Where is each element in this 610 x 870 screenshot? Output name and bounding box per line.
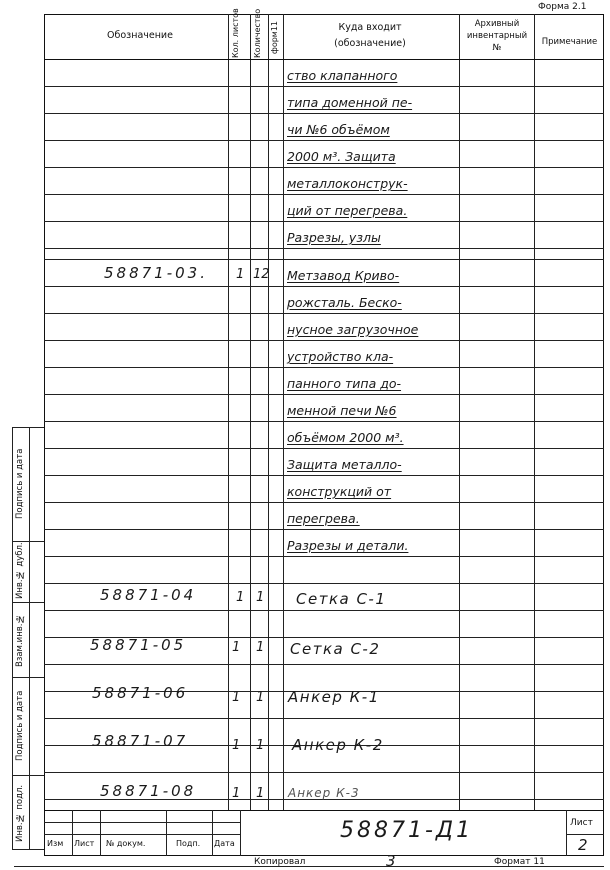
- title-block-row: [44, 822, 240, 823]
- entry-designation: 58871-07: [92, 732, 189, 750]
- header-archive-line1: Архивный: [474, 19, 520, 29]
- entry-sheets: 1: [232, 786, 241, 801]
- entry-destination-line: нусное загрузочное: [287, 322, 419, 337]
- header-sheets-count: Кол. листов: [231, 8, 240, 58]
- entry-copies: 1: [256, 690, 265, 705]
- title-block-col: [166, 810, 167, 856]
- entry-destination-line: Сетка С-1: [296, 590, 387, 608]
- entry-destination-line: Анкер К-1: [288, 688, 380, 706]
- entry-designation: 58871-08: [100, 782, 197, 800]
- header-destination-line1: Куда входит: [338, 22, 402, 33]
- entry-copies: 1: [256, 786, 265, 801]
- footer-format: Формат 11: [494, 857, 545, 867]
- sheet-label: Лист: [570, 818, 593, 828]
- title-col-sheet: Лист: [74, 839, 95, 848]
- header-copies-count: Количество: [253, 8, 262, 58]
- title-block-col: [566, 810, 567, 856]
- entry-sheets: 1: [232, 690, 241, 705]
- entry-destination-line: панного типа до-: [287, 376, 402, 391]
- title-block-row: [566, 834, 604, 835]
- entry-copies: 1: [256, 590, 265, 605]
- footer-page-mark: 3: [386, 852, 396, 870]
- header-archive-line2: инвентарный: [466, 31, 528, 41]
- entry-sheets: 1: [236, 267, 245, 282]
- title-col-signature: Подп.: [176, 839, 201, 848]
- entry-designation: 58871-05: [90, 636, 187, 654]
- title-block-col: [72, 810, 73, 856]
- entry-destination-line: конструкций от: [287, 484, 392, 499]
- continuation-line: Разрезы, узлы: [287, 230, 381, 245]
- entry-designation: 58871-06: [92, 684, 189, 702]
- header-bottom-line: [44, 59, 604, 60]
- side-stamp-divider: [12, 775, 44, 776]
- title-block-col: [240, 810, 241, 856]
- entry-copies: 12: [253, 267, 270, 282]
- entry-sheets: 1: [232, 738, 241, 753]
- entry-destination-line: Метзавод Криво-: [287, 268, 400, 283]
- entry-destination-line: Сетка С-2: [290, 640, 381, 658]
- title-block-col: [100, 810, 101, 856]
- title-block-col: [212, 810, 213, 856]
- entry-destination-line: перегрева.: [287, 511, 360, 526]
- header-note: Примечание: [541, 37, 598, 47]
- entry-copies: 1: [256, 640, 265, 655]
- entry-sheets: 1: [232, 640, 241, 655]
- document-number: 58871-Д1: [340, 818, 474, 843]
- continuation-line: 2000 м³. Защита: [287, 149, 396, 164]
- form-label: Форма 2.1: [538, 2, 587, 12]
- continuation-line: ций от перегрева.: [287, 203, 408, 218]
- side-stamp-replaced-inv: Взам.инв.№: [15, 613, 25, 667]
- side-stamp-divider: [12, 677, 44, 678]
- entry-destination-line: Анкер К-2: [292, 736, 384, 754]
- sheet-number: 2: [578, 836, 588, 854]
- side-stamp-original-inv: Инв.№ подл.: [15, 784, 25, 842]
- side-stamp-duplicate-inv: Инв.№ дубл.: [15, 542, 25, 599]
- header-designation: Обозначение: [107, 30, 173, 41]
- entry-destination-line: Разрезы и детали.: [287, 538, 409, 553]
- entry-destination-line: Анкер К-3: [288, 786, 360, 800]
- header-archive-line3: №: [492, 43, 502, 53]
- entry-destination-line: менной печи №6: [287, 403, 397, 418]
- continuation-line: ство клапанного: [287, 68, 398, 83]
- footer-copied: Копировал: [254, 857, 306, 867]
- title-block-top: [44, 810, 604, 811]
- entry-destination-line: объёмом 2000 м³.: [287, 430, 404, 445]
- title-col-date: Дата: [214, 839, 235, 848]
- title-block-row: [44, 834, 240, 835]
- entry-designation: 58871-03.: [104, 264, 208, 282]
- entry-destination-line: Защита металло-: [287, 457, 402, 472]
- title-col-change: Изм: [47, 839, 64, 848]
- entry-sheets: 1: [236, 590, 245, 605]
- entry-designation: 58871-04: [100, 586, 197, 604]
- entry-destination-line: устройство кла-: [287, 349, 394, 364]
- side-stamp-inner-line: [29, 427, 30, 850]
- continuation-line: чи №6 объёмом: [287, 122, 390, 137]
- entry-copies: 1: [256, 738, 265, 753]
- side-stamp-divider: [12, 602, 44, 603]
- continuation-line: металлоконструк-: [287, 176, 408, 191]
- side-stamp-signature-date: Подпись и дата: [15, 690, 25, 762]
- side-stamp-signature-date: Подпись и дата: [15, 448, 25, 520]
- entry-destination-line: рожсталь. Беско-: [287, 295, 402, 310]
- continuation-line: типа доменной пе-: [287, 95, 413, 110]
- header-destination-line2: (обозначение): [334, 38, 406, 49]
- header-format: форм11: [270, 20, 279, 54]
- title-col-doc-number: № докум.: [106, 839, 146, 848]
